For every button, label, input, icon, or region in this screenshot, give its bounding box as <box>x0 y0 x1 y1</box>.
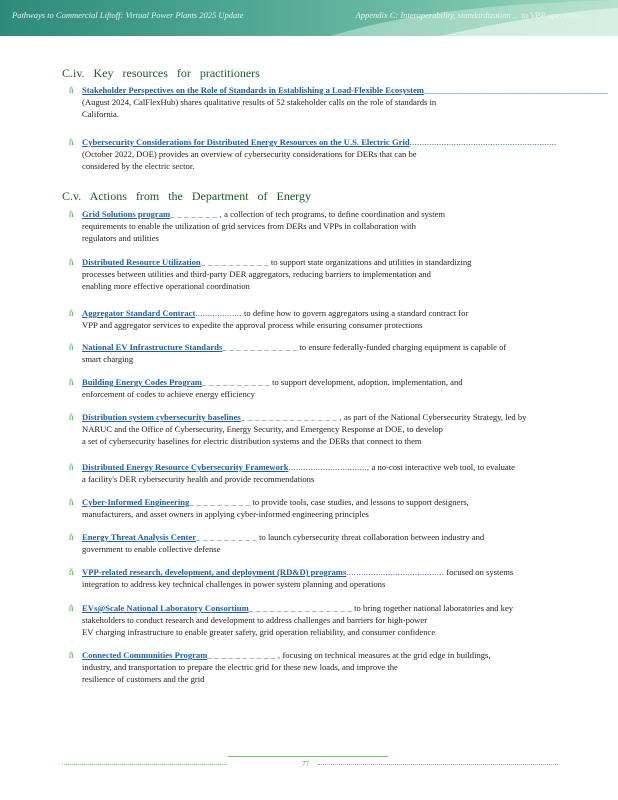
description-line: processes between utilities and third-party DER aggregators, reducing barriers to implementation and <box>82 269 431 280</box>
action-item <box>69 376 552 400</box>
description-line: California. <box>82 109 119 120</box>
action-item <box>69 496 552 520</box>
action-link[interactable]: EVs@Scale National Laboratory Consortium <box>82 603 249 613</box>
action-text: to bring together national laboratories and key <box>351 603 514 613</box>
page-number: 77 <box>302 760 309 768</box>
description-line: considered by the electric sector. <box>82 161 195 172</box>
action-text: as part of the National Cybersecurity Strategy, led by <box>341 412 527 422</box>
action-item <box>69 208 552 245</box>
footer-dotted-rule-right <box>318 764 558 765</box>
action-link[interactable]: Connected Communities Program <box>82 650 208 660</box>
bullet-icon: ñ <box>69 377 74 387</box>
leader-dots: ........................................ <box>346 567 445 577</box>
leader-dots: _ _ _ _ _ _ _ _ _ _ <box>201 377 270 387</box>
action-text: to support development, adoption, implementation, and <box>269 377 463 387</box>
bullet-icon: ñ <box>69 532 74 542</box>
description-line: integration to address key technical challenges in power system planning and operations <box>82 579 386 590</box>
bullet-icon: ñ <box>69 603 74 613</box>
resource-link[interactable]: Stakeholder Perspectives on the Role of Standards in Establishing a Load-Flexible Ecosystem <box>82 85 424 95</box>
description-line: a set of cybersecurity baselines for electric distribution systems and the DERs that connect to them <box>82 436 422 447</box>
bullet-icon: ñ <box>69 342 74 352</box>
bullet-icon: ñ <box>69 209 74 219</box>
action-item <box>69 256 552 293</box>
leader-dots: _ _ _ _ _ _ _ _ _ _ _ _ _ _ _ <box>248 603 352 613</box>
action-text: to support state organizations and utilities in standardizing <box>268 257 472 267</box>
leader-dots: ............................................................ <box>409 137 557 147</box>
header-publication-title: Pathways to Commercial Liftoff: Virtual Power Plants 2025 Update <box>12 10 244 20</box>
leader-dots: ________________________________________ <box>423 85 608 95</box>
bullet-icon: ñ <box>69 85 74 95</box>
leader-dots: _ _ _ _ _ _ _ _ _ _ <box>200 257 269 267</box>
section-heading-key-resources: C.iv. Key resources for practitioners <box>62 66 260 80</box>
leader-dots: _ _ _ _ _ _ _ _ _ _ _ _ _ _ , <box>240 412 342 422</box>
action-item <box>69 307 552 331</box>
action-item <box>69 649 552 686</box>
description-line: NARUC and the Office of Cybersecurity, Energy Security, and Emergency Response at DOE, to develop <box>82 424 443 435</box>
action-text: a no-cost interactive web tool, to evaluate <box>369 462 515 472</box>
description-line: manufacturers, and asset owners in applying cyber-informed engineering principles <box>82 509 369 520</box>
bullet-icon: ñ <box>69 567 74 577</box>
description-line: resilience of customers and the grid <box>82 674 205 685</box>
action-item <box>69 602 552 639</box>
action-link[interactable]: VPP-related research, development, and deployment (RD&D) programs <box>82 567 347 577</box>
action-item <box>69 531 552 555</box>
action-link[interactable]: Cyber-Informed Engineering <box>82 497 190 507</box>
action-link[interactable]: Aggregator Standard Contract <box>82 308 196 318</box>
action-link[interactable]: Distribution system cybersecurity baselines <box>82 412 241 422</box>
description-line: a facility's DER cybersecurity health and provide recommendations <box>82 474 315 485</box>
bullet-icon: ñ <box>69 308 74 318</box>
description-line: enabling more effective operational coordination <box>82 281 250 292</box>
leader-dots: _ _ _ _ _ _ _ , <box>170 209 222 219</box>
action-text: a collection of tech programs, to define coordination and system <box>221 209 446 219</box>
action-item <box>69 411 552 448</box>
description-line: stakeholders to conduct research and development to address challenges and barriers for high-power <box>82 615 428 626</box>
leader-dots: _ _ _ _ _ _ _ _ _ <box>189 497 251 507</box>
leader-dots: ................... <box>195 308 242 318</box>
resource-item <box>69 136 557 173</box>
bullet-icon: ñ <box>69 462 74 472</box>
footer-solid-rule <box>228 756 388 757</box>
description-line: enforcement of codes to achieve energy efficiency <box>82 389 255 400</box>
description-line: industry, and transportation to prepare the electric grid for these new loads, and improve the <box>82 662 398 673</box>
header-section-title: Appendix C: Interoperability, standardization ... to VPP operations <box>355 10 584 20</box>
action-text: to launch cybersecurity threat collaboration between industry and <box>257 532 485 542</box>
leader-dots: ................................, <box>288 462 370 472</box>
action-text: to define how to govern aggregators using a standard contract for <box>241 308 469 318</box>
action-link[interactable]: Distributed Energy Resource Cybersecurity Framework <box>82 462 289 472</box>
action-text: focused on systems <box>444 567 514 577</box>
action-text: focusing on technical measures at the grid edge in buildings, <box>280 650 491 660</box>
bullet-icon: ñ <box>69 257 74 267</box>
action-link[interactable]: Distributed Resource Utilization <box>82 257 201 267</box>
action-item <box>69 341 552 365</box>
resource-link[interactable]: Cybersecurity Considerations for Distributed Energy Resources on the U.S. Electric Grid <box>82 137 410 147</box>
leader-dots: _ _ _ _ _ _ _ _ _ _ , <box>207 650 281 660</box>
bullet-icon: ñ <box>69 497 74 507</box>
action-item <box>69 461 552 485</box>
action-text: to provide tools, case studies, and lessons to support designers, <box>250 497 469 507</box>
bullet-icon: ñ <box>69 137 74 147</box>
footer-dotted-rule-left <box>62 764 227 765</box>
action-link[interactable]: National EV Infrastructure Standards <box>82 342 223 352</box>
description-line: requirements to enable the utilization of grid services from DERs and VPPs in collaboration with <box>82 221 416 232</box>
action-link[interactable]: Building Energy Codes Program <box>82 377 202 387</box>
action-link[interactable]: Grid Solutions program <box>82 209 171 219</box>
resource-item <box>69 84 608 121</box>
description-line: (August 2024, CalFlexHub) shares qualitative results of 52 stakeholder calls on the role of standards in <box>82 97 437 108</box>
page-header-banner <box>0 0 618 36</box>
leader-dots: _ _ _ _ _ _ _ _ _ _ _ <box>222 342 298 352</box>
description-line: (October 2022, DOE) provides an overview of cybersecurity considerations for DERs that can be <box>82 149 417 160</box>
description-line: EV charging infrastructure to enable greater safety, grid operation reliability, and consumer confidence <box>82 627 436 638</box>
action-item <box>69 566 552 590</box>
description-line: smart charging <box>82 354 134 365</box>
description-line: VPP and aggregator services to expedite the approval process while ensuring consumer protections <box>82 320 423 331</box>
action-link[interactable]: Energy Threat Analysis Center <box>82 532 197 542</box>
description-line: government to enable collective defense <box>82 544 221 555</box>
bullet-icon: ñ <box>69 412 74 422</box>
description-line: regulators and utilities <box>82 233 159 244</box>
bullet-icon: ñ <box>69 650 74 660</box>
leader-dots: _ _ _ _ _ _ _ _ _ <box>196 532 257 542</box>
section-heading-doe-actions: C.v. Actions from the Department of Energy <box>62 189 311 203</box>
action-text: to ensure federally-funded charging equipment is capable of <box>297 342 507 352</box>
